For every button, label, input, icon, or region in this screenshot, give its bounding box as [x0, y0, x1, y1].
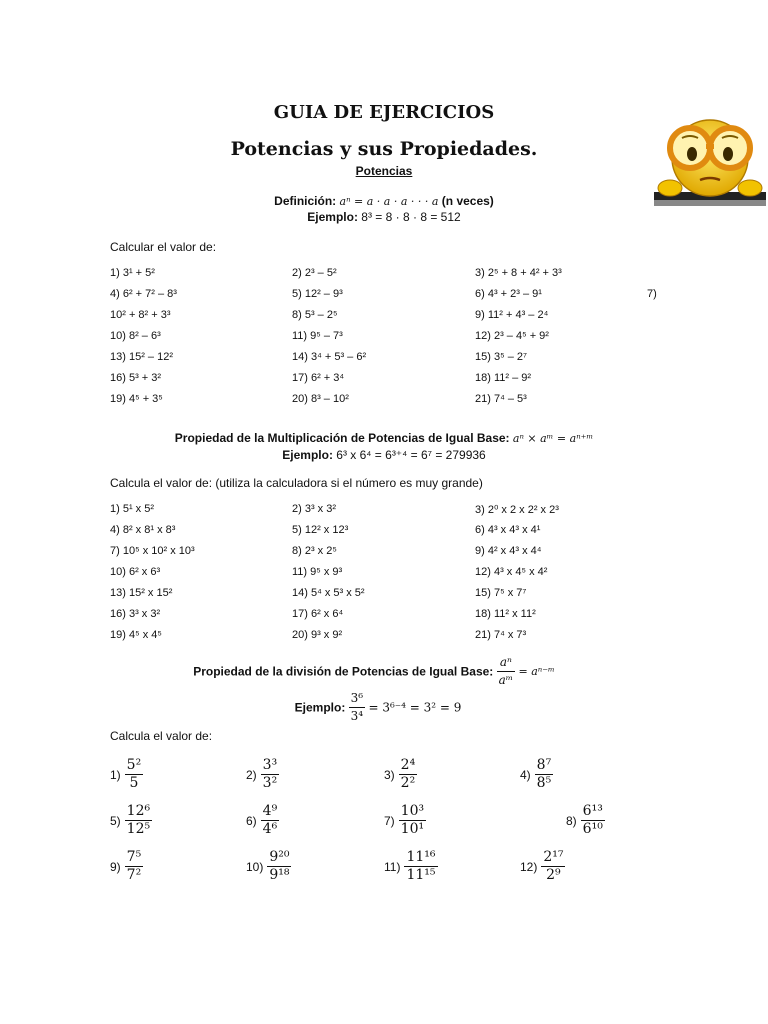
denominator: 11¹⁵ [406, 867, 436, 883]
numerator: 11¹⁶ [406, 849, 436, 865]
division-formula-numerator: aⁿ [497, 654, 516, 672]
exercise-item: 10) 6² x 6³ [110, 566, 161, 578]
exercise-item: 3) 2⁰ x 2 x 2² x 2³ [475, 504, 559, 516]
exercise-item: 4) 8² x 8¹ x 8³ [110, 524, 176, 536]
fraction-exercise [110, 849, 143, 884]
fraction-exercise [246, 803, 279, 838]
denominator: 5 [129, 775, 139, 791]
example-label: Ejemplo: [307, 210, 358, 224]
numerator: 2¹⁷ [543, 849, 564, 865]
exercise-item: 14) 3⁴ + 5³ – 6² [292, 351, 367, 363]
division-example-numerator: 3⁶ [349, 690, 365, 708]
numerator: 9²⁰ [269, 849, 290, 865]
denominator: 6¹⁰ [582, 821, 603, 837]
exercise-item: 15) 3⁵ – 2⁷ [475, 351, 527, 363]
page-title: GUIA DE EJERCICIOS [273, 102, 495, 123]
multiplication-property-formula: aⁿ × aᵐ = aⁿ⁺ᵐ [512, 432, 594, 445]
denominator: 8⁵ [536, 775, 552, 791]
division-example-fraction [349, 690, 365, 725]
exercise-number: 10) [246, 859, 264, 874]
exercise-item: 12) 2³ – 4⁵ + 9² [475, 330, 549, 342]
division-example-denominator: 3⁴ [350, 709, 364, 723]
exercise-item: 14) 5⁴ x 5³ x 5² [292, 587, 365, 599]
instruction-part3: Calcula el valor de: [110, 729, 213, 743]
exercise-item: 1) 3¹ + 5² [110, 267, 155, 279]
exercise-number: 12) [520, 859, 538, 874]
exercise-item: 5) 12² x 12³ [292, 524, 349, 536]
division-example-label: Ejemplo: [294, 700, 346, 715]
exercise-item: 18) 11² x 11² [475, 608, 536, 620]
fraction-exercise [246, 757, 279, 792]
fraction-exercise [246, 849, 291, 884]
exercise-number: 1) [110, 767, 121, 782]
exercise-item: 16) 3³ x 3² [110, 608, 161, 620]
fraction [404, 849, 437, 884]
numerator: 5² [126, 757, 142, 773]
exercise-item: 13) 15² x 15² [110, 587, 173, 599]
numerator: 6¹³ [582, 803, 603, 819]
exercise-item: 9) 4² x 4³ x 4⁴ [475, 545, 542, 557]
exercise-item: 11) 9⁵ – 7³ [292, 330, 343, 342]
denominator: 9¹⁸ [269, 867, 290, 883]
numerator: 7⁵ [126, 849, 142, 865]
fraction-exercise [566, 803, 605, 838]
exercise-item: 17) 6² + 3⁴ [292, 372, 345, 384]
exercise-item: 10² + 8² + 3³ [110, 309, 171, 321]
exercise-item: 20) 9³ x 9² [292, 629, 343, 641]
exercise-item: 6) 4³ x 4³ x 4¹ [475, 524, 541, 536]
exercise-item: 9) 11² + 4³ – 2⁴ [475, 309, 549, 321]
exercise-item: 2) 3³ x 3² [292, 503, 337, 515]
fraction [125, 849, 144, 884]
fraction [399, 757, 418, 792]
division-formula-denominator: aᵐ [498, 673, 514, 687]
fraction-exercise [384, 849, 438, 884]
section-heading: Potencias [355, 164, 413, 178]
multiplication-property-line [0, 431, 768, 445]
exercise-item: 7) 10⁵ x 10² x 10³ [110, 545, 195, 557]
exercise-item: 15) 7⁵ x 7⁷ [475, 587, 527, 599]
numerator: 4⁹ [262, 803, 278, 819]
numerator: 2⁴ [400, 757, 416, 773]
exercise-number: 2) [246, 767, 257, 782]
multiplication-example-text: 6³ x 6⁴ = 6³⁺⁴ = 6⁷ = 279936 [336, 448, 486, 462]
exercise-number: 11) [384, 859, 401, 874]
exercise-item: 11) 9⁵ x 9³ [292, 566, 343, 578]
denominator: 7² [126, 867, 142, 883]
multiplication-example-label: Ejemplo: [282, 448, 333, 462]
division-example-rhs: = 3⁶⁻⁴ = 3² = 9 [368, 700, 462, 715]
fraction [261, 757, 280, 792]
definition-line [0, 194, 768, 208]
fraction [399, 803, 426, 838]
definition-formula: aⁿ = a · a · a · · · a [339, 195, 439, 208]
exercise-item: 20) 8³ – 10² [292, 393, 349, 405]
exercise-item: 19) 4⁵ + 3⁵ [110, 393, 163, 405]
example-line [0, 210, 768, 224]
exercise-item: 21) 7⁴ x 7³ [475, 629, 527, 641]
exercise-item: 13) 15² – 12² [110, 351, 173, 363]
exercise-item: 7) [647, 288, 657, 300]
example-text: 8³ = 8 · 8 · 8 = 512 [361, 210, 461, 224]
numerator: 10³ [400, 803, 425, 819]
denominator: 2⁹ [546, 867, 561, 883]
exercise-item: 8) 2³ x 2⁵ [292, 545, 337, 557]
fraction-exercise [384, 803, 426, 838]
numerator: 12⁶ [126, 803, 151, 819]
fraction [125, 757, 144, 792]
exercise-item: 10) 8² – 6³ [110, 330, 161, 342]
division-property-label: Propiedad de la división de Potencias de Igual Base: [193, 664, 494, 679]
page-subtitle: Potencias y sus Propiedades. [230, 138, 538, 160]
exercise-item: 16) 5³ + 3² [110, 372, 162, 384]
exercise-item: 18) 11² – 9² [475, 372, 532, 384]
exercise-item: 1) 5¹ x 5² [110, 503, 155, 515]
instruction-part2: Calcula el valor de: (utiliza la calculadora si el número es muy grande) [110, 476, 483, 490]
definition-suffix: (n veces) [441, 194, 494, 208]
exercise-number: 3) [384, 767, 395, 782]
exercise-item: 2) 2³ – 5² [292, 267, 337, 279]
division-formula-fraction [497, 654, 516, 689]
fraction [125, 803, 152, 838]
exercise-number: 8) [566, 813, 577, 828]
division-example-line [0, 690, 762, 725]
multiplication-example-line [0, 448, 768, 462]
numerator: 8⁷ [536, 757, 552, 773]
exercise-item: 8) 5³ – 2⁵ [292, 309, 338, 321]
denominator: 3² [262, 775, 278, 791]
fraction-exercise [520, 849, 565, 884]
numerator: 3³ [262, 757, 278, 773]
denominator: 12⁵ [126, 821, 151, 837]
fraction [267, 849, 291, 884]
fraction [535, 757, 554, 792]
fraction-exercise [110, 803, 152, 838]
multiplication-property-label: Propiedad de la Multiplicación de Potencias de Igual Base: [174, 431, 510, 445]
definition-label: Definición: [274, 194, 337, 208]
fraction [581, 803, 605, 838]
exercise-item: 19) 4⁵ x 4⁵ [110, 629, 162, 641]
fraction-exercise [110, 757, 143, 792]
exercise-item: 4) 6² + 7² – 8³ [110, 288, 177, 300]
fraction-exercise [384, 757, 417, 792]
exercise-number: 6) [246, 813, 257, 828]
exercise-number: 4) [520, 767, 531, 782]
fraction-exercise [520, 757, 553, 792]
fraction [261, 803, 280, 838]
denominator: 10¹ [400, 821, 425, 837]
instruction-part1: Calcular el valor de: [110, 240, 217, 254]
exercise-item: 6) 4³ + 2³ – 9¹ [475, 288, 542, 300]
exercise-item: 12) 4³ x 4⁵ x 4² [475, 566, 548, 578]
exercise-item: 5) 12² – 9³ [292, 288, 343, 300]
denominator: 4⁶ [262, 821, 278, 837]
exercise-number: 9) [110, 859, 121, 874]
exercise-item: 21) 7⁴ – 5³ [475, 393, 527, 405]
exercise-number: 5) [110, 813, 121, 828]
division-formula-rhs: = aⁿ⁻ᵐ [518, 665, 555, 678]
exercise-number: 7) [384, 813, 395, 828]
fraction [541, 849, 565, 884]
exercise-item: 3) 2⁵ + 8 + 4² + 3³ [475, 267, 562, 279]
denominator: 2² [400, 775, 416, 791]
division-property-line [0, 654, 758, 689]
exercise-item: 17) 6² x 6⁴ [292, 608, 344, 620]
